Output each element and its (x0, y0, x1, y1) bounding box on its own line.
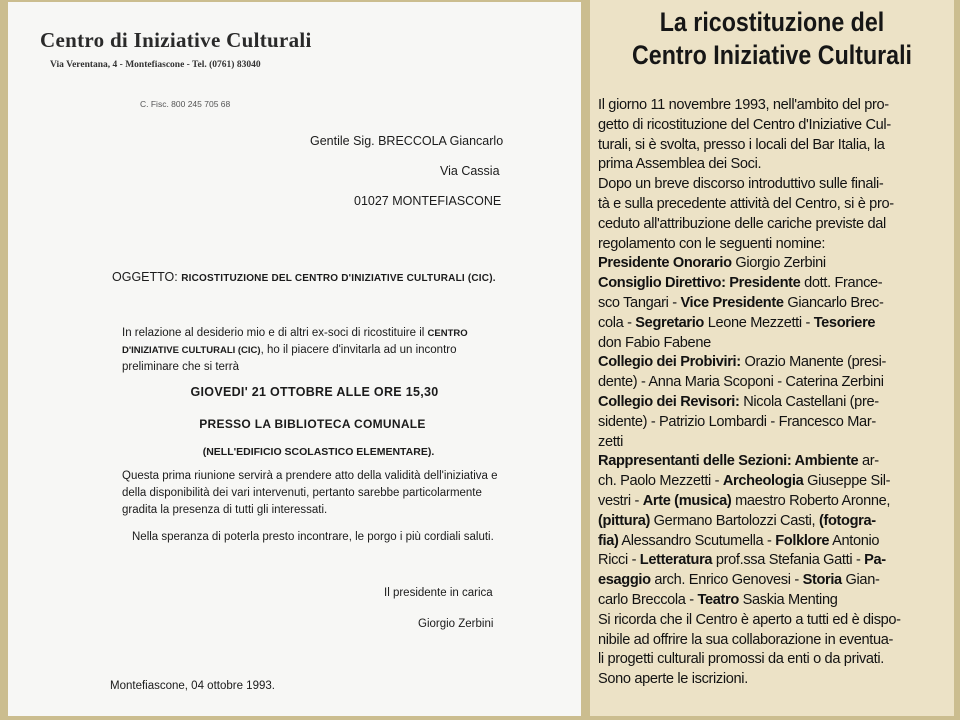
clipping-text-run: Germano Bartolozzi Casti, (649, 512, 819, 529)
clipping-text-run: Arte (musica) (642, 492, 732, 509)
clipping-line (598, 472, 950, 492)
letterhead-address: Via Verentana, 4 - Montefiascone - Tel. (0761) 83040 (50, 60, 261, 70)
clipping-text-run: zetti (598, 433, 624, 450)
clipping-text-run: maestro Roberto Aronne, (731, 492, 891, 509)
purpose-paragraph: Questa prima riunione servirà a prendere atto della validità dell'iniziativa e della disponibilità dei vari intervenuti, pertanto sarebbe particolarmente gradita la presenza di tutti gli interessati. (122, 470, 498, 516)
event-date: GIOVEDI' 21 OTTOBRE ALLE ORE 15,30 (190, 385, 439, 399)
clipping-text-run: Saskia Menting (738, 591, 838, 608)
clipping-text-run: Il giorno 11 novembre 1993, nell'ambito del pro- (598, 97, 889, 113)
fiscal-code: C. Fisc. 800 245 705 68 (140, 99, 231, 109)
clipping-text-run: Teatro (697, 591, 739, 608)
clipping-line (598, 136, 950, 156)
clipping-body (598, 96, 950, 690)
event-place: PRESSO LA BIBLIOTECA COMUNALE (199, 417, 426, 431)
clipping-text-run: arch. Enrico Genovesi - (650, 572, 803, 589)
clipping-text-run: nibile ad offrire la sua collaborazione in eventua- (598, 631, 894, 648)
headline-line-2: Centro Iniziative Culturali (632, 40, 912, 70)
clipping-text-run: turali, si è svolta, presso i locali del Bar Italia, la (598, 136, 885, 153)
clipping-text-run: esaggio (598, 572, 651, 589)
clipping-text-run: Leone Mezzetti - (703, 314, 814, 331)
clipping-line (598, 532, 950, 552)
recipient-street: Via Cassia (440, 164, 500, 178)
clipping-line (598, 571, 950, 591)
clipping-text-run: Collegio dei Probiviri: (598, 354, 741, 371)
clipping-text-run: don Fabio Fabene (598, 334, 711, 351)
letterhead-title: Centro di Iniziative Culturali (40, 28, 312, 52)
clipping-text-run: regolamento con le seguenti nomine: (598, 235, 826, 252)
subject-label: OGGETTO (112, 270, 175, 284)
clipping-text-run: sco Tangari - (598, 294, 681, 311)
clipping-text-run: Nicola Castellani (pre- (739, 393, 879, 410)
clipping-text-run: Si ricorda che il Centro è aperto a tutti ed è dispo- (598, 611, 901, 628)
clipping-line (598, 512, 950, 532)
clipping-line (598, 650, 950, 670)
clipping-line (598, 433, 950, 453)
intro-text-caps: CENTRO D'INIZIATIVE CULTURALI (CIC) (122, 328, 468, 356)
clipping-line (598, 314, 950, 334)
invitation-letter (8, 2, 581, 716)
clipping-text-run: carlo Breccola - (598, 591, 698, 608)
clipping-text-run: Storia (802, 572, 842, 589)
clipping-text-run: sidente) - Patrizio Lombardi - Francesco Mar- (598, 413, 876, 430)
clipping-line (598, 195, 950, 215)
clipping-text-run: ar- (858, 453, 879, 470)
clipping-line (598, 611, 950, 631)
clipping-line (598, 631, 950, 651)
clipping-line (598, 452, 950, 472)
recipient-name: Gentile Sig. BRECCOLA Giancarlo (310, 134, 504, 148)
clipping-line (598, 353, 950, 373)
clipping-line (598, 116, 950, 136)
clipping-text-run: (fotogra- (818, 512, 876, 529)
clipping-text-run: getto di ricostituzione del Centro d'Iniziative Cul- (598, 116, 891, 133)
clipping-text-run: ceduto all'attribuzione delle cariche previste dal (598, 215, 886, 232)
clipping-line (598, 254, 950, 274)
headline-line-1: La ricostituzione del (659, 7, 885, 37)
clipping-line (598, 492, 950, 512)
recipient-city: 01027 MONTEFIASCONE (354, 194, 502, 208)
event-building: (NELL'EDIFICIO SCOLASTICO ELEMENTARE). (202, 446, 435, 458)
clipping-text-run: li progetti culturali promossi da enti o da privati. (598, 651, 884, 668)
signature-role: Il presidente in carica (384, 587, 493, 599)
clipping-text-run: cola - (598, 314, 636, 331)
clipping-text-run: Giuseppe Sil- (803, 473, 891, 490)
clipping-line (598, 175, 950, 195)
clipping-line (598, 591, 950, 611)
intro-text-b: , ho il piacere d'invitarla ad un incontro preliminare che si terrà (122, 344, 457, 373)
newspaper-clipping (590, 0, 954, 716)
clipping-text-run: Ricci - (598, 552, 640, 569)
recipient-block (310, 126, 503, 216)
clipping-text-run: Antonio (829, 532, 880, 549)
place-date: Montefiascone, 04 ottobre 1993. (110, 680, 275, 692)
clipping-line (598, 155, 950, 175)
clipping-text-run: Giancarlo Brec- (783, 294, 884, 311)
clipping-text-run: Sono aperte le iscrizioni. (598, 671, 748, 688)
intro-text-a: In relazione al desiderio mio e di altri ex-soci di ricostituire il (122, 327, 428, 339)
clipping-headline (615, 6, 928, 72)
clipping-text-run: dott. France- (800, 275, 883, 292)
clipping-text-run: Folklore (775, 532, 830, 549)
clipping-text-run: Pa- (864, 552, 886, 569)
clipping-line (598, 334, 950, 354)
clipping-text-run: Dopo un breve discorso introduttivo sulle finali- (598, 176, 884, 193)
clipping-line (598, 274, 950, 294)
clipping-text-run: tà e sulla precedente attività del Centro, si è pro- (598, 195, 894, 212)
subject-text: RICOSTITUZIONE DEL CENTRO D'INIZIATIVE CULTURALI (CIC). (181, 273, 496, 284)
clipping-text-run: Gian- (841, 572, 880, 589)
clipping-line (598, 393, 950, 413)
clipping-text-run: vestri - (598, 492, 643, 509)
clipping-line (598, 670, 950, 690)
subject-line: OGGETTO: RICOSTITUZIONE DEL CENTRO D'INIZIATIVE CULTURALI (CIC). (112, 270, 496, 284)
intro-paragraph (122, 325, 502, 376)
clipping-text-run: ch. Paolo Mezzetti - (598, 473, 723, 490)
clipping-text-run: dente) - Anna Maria Scoponi - Caterina Zerbini (598, 374, 884, 391)
clipping-text-run: Alessandro Scutumella - (618, 532, 776, 549)
closing-paragraph: Nella speranza di poterla presto incontrare, le porgo i più cordiali saluti. (132, 531, 494, 543)
clipping-text-run: Orazio Manente (presi- (740, 354, 887, 371)
clipping-line (598, 413, 950, 433)
clipping-text-run: Rappresentanti delle Sezioni: Ambiente (598, 453, 859, 470)
signature-name: Giorgio Zerbini (418, 618, 494, 630)
clipping-text-run: Letteratura (639, 552, 713, 569)
clipping-text-run: Consiglio Direttivo: Presidente (598, 275, 801, 292)
clipping-text-run: Tesoriere (813, 314, 876, 331)
clipping-text-run: Vice Presidente (680, 294, 784, 311)
clipping-line (598, 235, 950, 255)
clipping-line (598, 551, 950, 571)
clipping-text-run: prima Assemblea dei Soci. (598, 156, 762, 173)
clipping-line (598, 294, 950, 314)
clipping-text-run: Segretario (635, 314, 704, 331)
clipping-text-run: Presidente Onorario (598, 255, 732, 272)
clipping-text-run: Collegio dei Revisori: (598, 393, 740, 410)
clipping-text-run: Archeologia (722, 473, 804, 490)
clipping-line (598, 96, 950, 116)
clipping-text-run: prof.ssa Stefania Gatti - (712, 552, 865, 569)
clipping-text-run: Giorgio Zerbini (731, 255, 826, 272)
clipping-text-run: (pittura) (598, 512, 650, 529)
clipping-line (598, 373, 950, 393)
clipping-line (598, 215, 950, 235)
clipping-text-run: fia) (598, 532, 619, 549)
